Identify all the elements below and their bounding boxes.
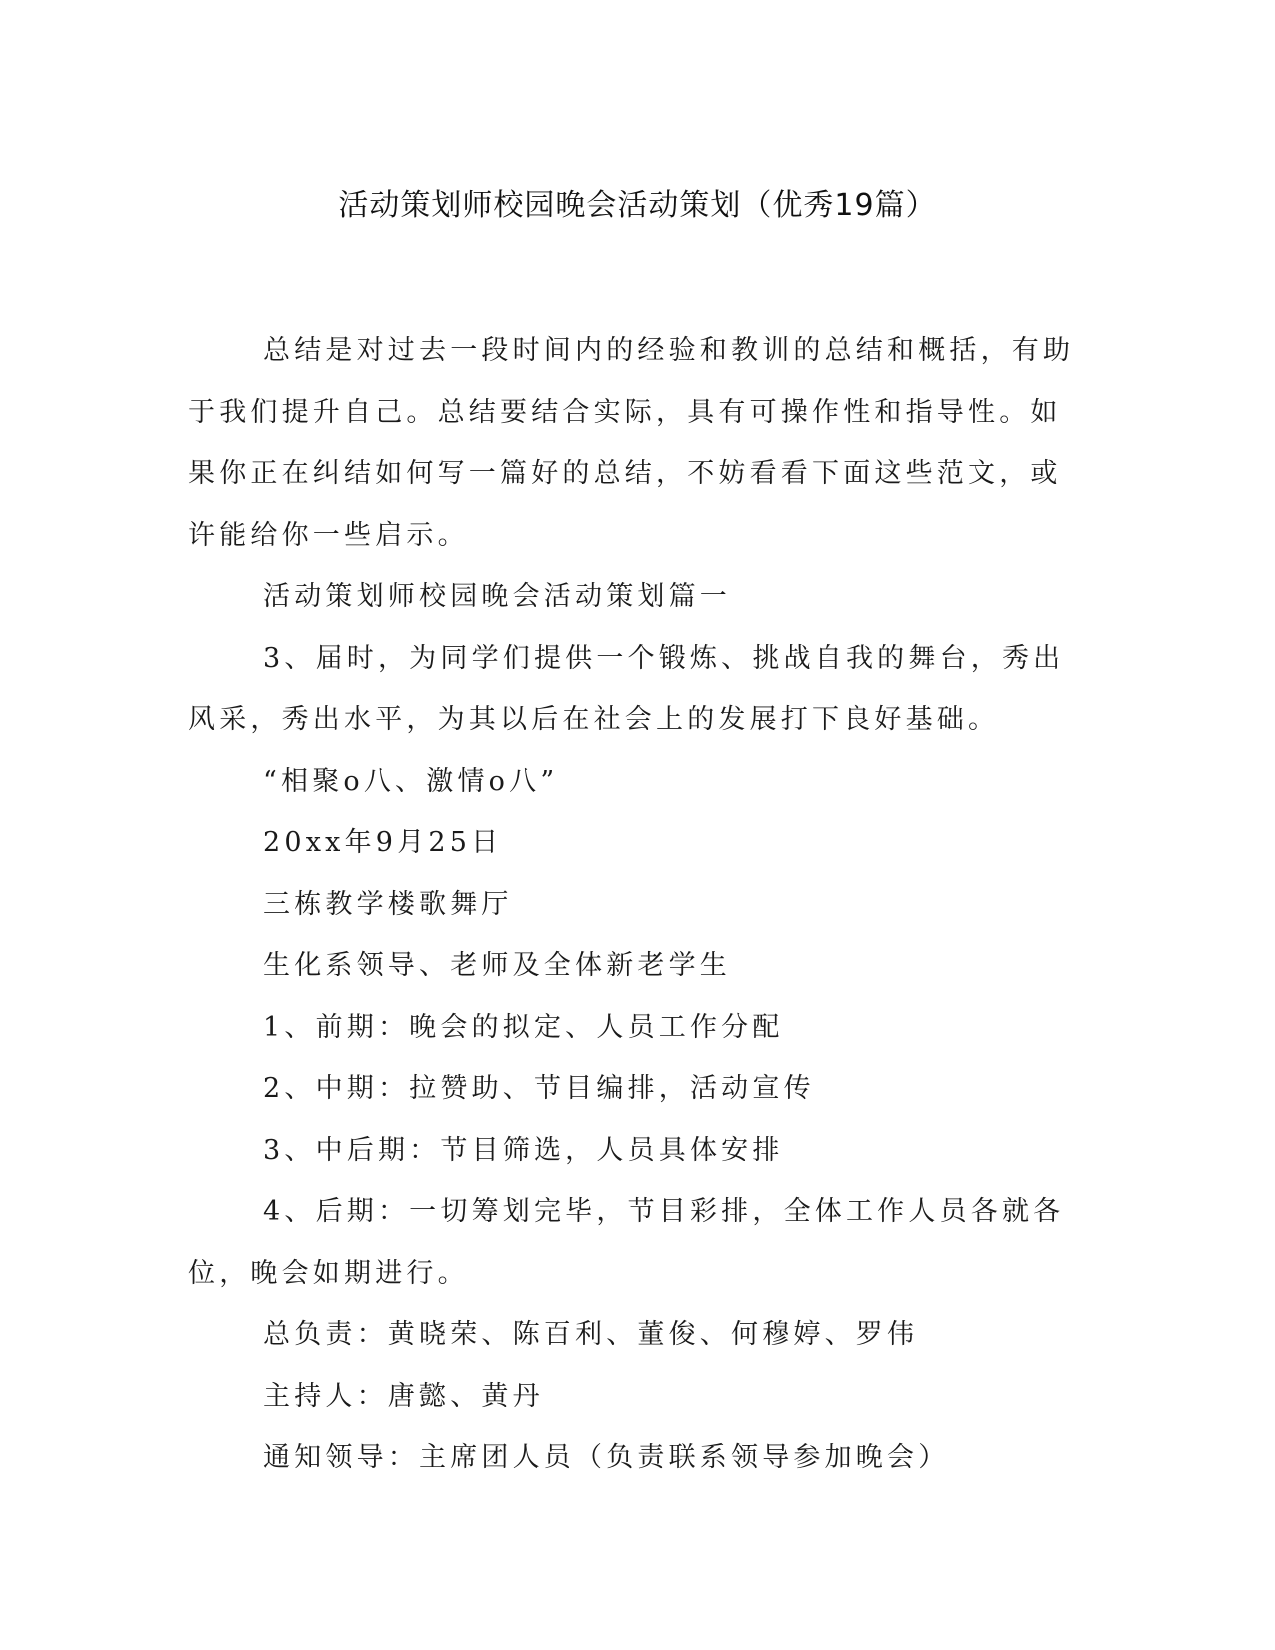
staff-notify: 通知领导：主席团人员（负责联系领导参加晚会） <box>263 1442 950 1473</box>
event-participants: 生化系领导、老师及全体新老学生 <box>263 950 731 981</box>
intro-paragraph: 总结是对过去一段时间内的经验和教训的总结和概括，有助于我们提升自己。总结要结合实际，具有可操作性和指导性。如果你正在纠结如何写一篇好的总结，不妨看看下面这些范文，或许能给你一些启示。 <box>188 335 1075 551</box>
event-theme: “相聚o八、激情o八” <box>263 765 559 797</box>
purpose-paragraph: 3、届时，为同学们提供一个锻炼、挑战自我的舞台，秀出风采，秀出水平，为其以后在社会上的发展打下良好基础。 <box>188 642 1065 735</box>
plan-step-4: 4、后期：一切筹划完毕，节目彩排，全体工作人员各就各位，晚会如期进行。 <box>188 1196 1065 1289</box>
plan-step-3: 3、中后期：节目筛选，人员具体安排 <box>263 1134 784 1166</box>
staff-general: 总负责：黄晓荣、陈百利、董俊、何穆婷、罗伟 <box>263 1319 919 1350</box>
plan-step-2: 2、中期：拉赞助、节目编排，活动宣传 <box>263 1073 815 1104</box>
event-date: 20xx年9月25日 <box>263 827 503 858</box>
staff-hosts: 主持人：唐懿、黄丹 <box>263 1380 544 1412</box>
section-heading: 活动策划师校园晚会活动策划篇一 <box>263 581 731 612</box>
plan-step-1: 1、前期：晚会的拟定、人员工作分配 <box>263 1011 784 1043</box>
event-location: 三栋教学楼歌舞厅 <box>263 888 513 920</box>
document-body <box>188 320 1088 1489</box>
document-title: 活动策划师校园晚会活动策划（优秀19篇） <box>338 188 937 223</box>
